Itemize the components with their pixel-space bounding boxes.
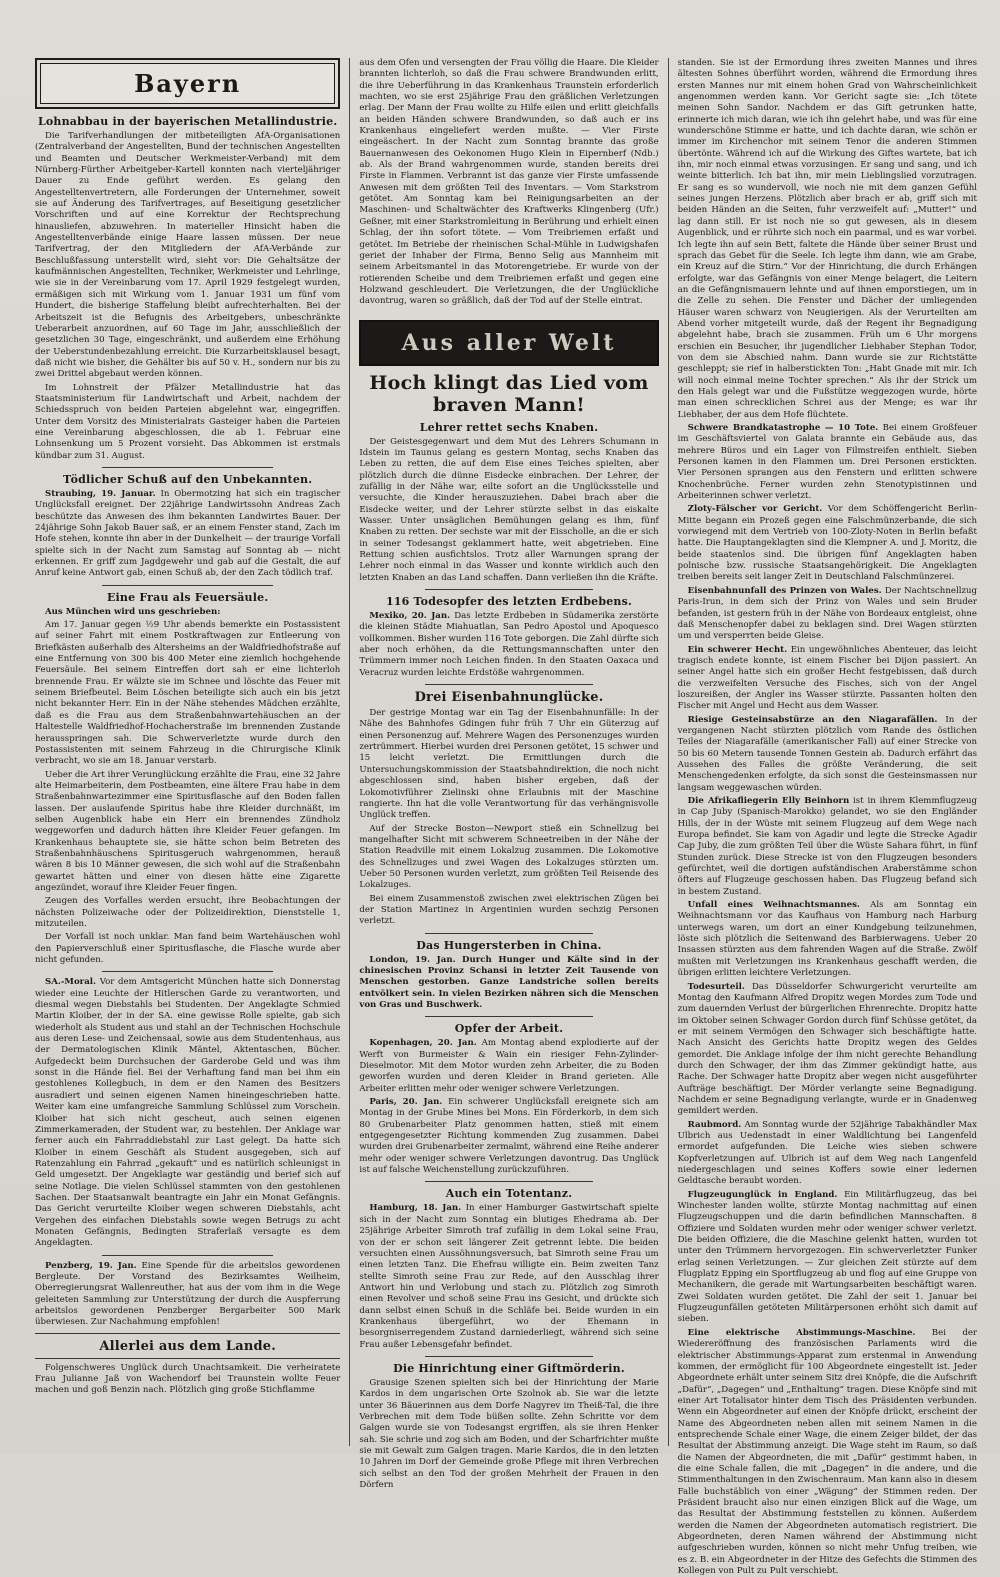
article-paragraph: Im Lohnstreit der Pfälzer Metallindustrie hat das Staatsministerium für Landwirtschaft und Arbeit, nachdem der Schiedsspruch von beiden Parteien abgelehnt war, eingegriffen. Unter dem Vorsitz des Ministerialrats Gasteiger haben die Parteien eine Vereinbarung abgeschlossen, die ab 1. Februar eine Lohnsenkung um 5 Prozent vorsieht. Das Abkommen ist erstmals kündbar zum 31. August. — [35, 382, 341, 461]
dateline: Aus München wird uns geschrieben: — [45, 606, 221, 617]
divider — [425, 589, 593, 590]
article-paragraph: Zeugen des Vorfalles werden ersucht, ihre Beobachtungen der nächsten Polizeiwache oder der Polizeidirektion, Dienststelle 1, mitzuteilen. — [35, 896, 341, 929]
article-paragraph: Grausige Szenen spielten sich bei der Hinrichtung der Marie Kardos in dem ungarischen Orte Szolnok ab. Sie war die letzte unter 36 Bäuerinnen aus dem Dorfe Nagyrev im Theiß-Tal, die ihre Verbrechen mit dem Tode büßen sollte. Zehn Schritte vor dem Galgen wurde sie von Todesangst ergriffen, als sie ihren Henker sah. Sie schrie und zog sich am Boden, und der Scharfrichter mußte sie mit Gewalt zum Galgen tragen. Marie Kardos, die in den letzten 10 Jahren im Dorf der Gemeinde große Pflege mit ihren Verbrechen sich selbst an den Tod der großen Mehrheit der Frauen in den Dörfern — [359, 1377, 659, 1491]
article-text: Durch Hunger und Kälte sind in der chinesischen Provinz Schansi in letzter Zeit Tausende von Menschen gestorben. Ganze Landstriche sollen bereits entvölkert sein. In vielen Bezirken nähren sich die Menschen von Gras und Buschwerk. — [359, 954, 659, 1010]
section-banner-aus-aller-welt: Aus aller Welt — [359, 320, 658, 366]
dateline: Mexiko, 20. Jan. — [369, 611, 451, 622]
article-text: Das Düsseldorfer Schwurgericht verurteilte am Montag den Kaufmann Alfred Dropitz wegen Mordes zum Tode und zum dauernden Verlust der bürgerlichen Ehrenrechte. Dropitz hatte im Oktober seinen Schwager Gordon durch fünf Schüsse getötet, da er mit seinem Vermögen den Schwager sich beschäftigte hatte. Nach Ansicht des Gerichts hatte Dropitz wegen des Geldes gemordet. Die Anklage infolge der ihm nicht gerechte Behandlung durch den Schwager, der ihm das Zimmer gekündigt hatte, aus Rache. Der Schwager hatte Dropitz aber wegen nicht ausgeführter Aufträge beschäftigt. Der Mörder verlangte seine Begnadigung. Nachdem er seine Begnadigung verlangte, wurde er in Gnadenweg gemildert werden. — [677, 981, 978, 1117]
column-2 — [349, 58, 667, 1491]
article-text: Der Nachtschnellzug Paris-Irun, in dem sich der Prinz von Wales und sein Bruder befanden, ist gestern früh in der Nähe von Bordeaux entgleist, ohne daß Menschenopfer dabei zu beklagen sind. Drei Wagen stürzten um und versperrten beide Gleise. — [677, 585, 978, 642]
divider — [425, 684, 593, 685]
article-text: Eine Spende für die arbeitslos gewordenen Bergleute. Der Vorstand des Bezirksamtes Weilheim, Oberregierungsrat Wallenreuther, hat aus der vom ihm in die Wege geleiteten Sammlung zur Unterstützung der durch die Auspferrung arbeitslos gewordenen Penzberger Bergarbeiter 500 Mark überwiesen. Zur Nachahmung empfohlen! — [35, 1260, 341, 1328]
article-paragraph: Am 17. Januar gegen ½9 Uhr abends bemerkte ein Postassistent auf seiner Fahrt mit einem Postkraftwagen zur Entleerung von Briefkästen außerhalb des Altersheims an der Waldfriedhofstraße auf eine Entfernung von 300 bis 400 Meter eine ziemlich hochgehende Feuersäule. Bei seinem Eintreffen dort sah er eine lichterloh brennende Frau. Er wälzte sie im Schnee und löschte das Feuer mit seinem Briefbeutel. Beim Löschen beteiligte sich auch ein bis jetzt nicht bekannter Herr. Ein in der Nähe stehendes Mädchen erzählte, daß es die Frau aus dem Straßenbahnwartehäuschen an der Haltestelle Waldfriedhof-Hochacherstraße im brennenden Zustande herausspringen sah. Die Schwerverletzte wurde durch den Postassistenten mit seinem Fahrzeug in die Chirurgische Klinik verbracht, wo sie am 18. Januar verstarb. — [35, 620, 341, 767]
article-paragraph: Auf der Strecke Boston—Newport stieß ein Schnellzug bei mangelhafter Sicht mit schwerem Schneetreiben in der Nähe der Station Readville mit einem Lokalzug zusammen. Die Lokomotive des Schnellzuges und zwei Wagen des Lokalzuges stürzten um. Ueber 50 Personen wurden verletzt, zum größten Teil Reisende des Lokalzuges. — [359, 823, 659, 891]
article-text: Ein Militärflugzeug, das bei Winchester landen wollte, stürzte Montag nachmittag auf einen Flugzeugschuppen und die darin befindlichen Mannschaften. 8 Offiziere und Soldaten wurden mehr oder weniger schwer verletzt. Die beiden Offiziere, die die Maschine gelenkt hatten, wurden tot unter den Trümmern hervorgezogen. Ein schwerverletzter Funker erlag seinen Verletzungen. — Zur gleichen Zeit stürzte auf dem Flugplatz Epping ein Sportflugzeug ab und flog auf eine Gruppe von Mechanikern, die gerade mit Wartungsarbeiten beschäftigt waren. Zwei Soldaten wurden getötet. Die Zahl der seit 1. Januar bei Flugzeugunfällen getöteten Militärpersonen erhöht sich damit auf sieben. — [677, 1189, 978, 1325]
dateline: Penzberg, 19. Jan. — [45, 1260, 137, 1271]
article-paragraph: Der Geistesgegenwart und dem Mut des Lehrers Schumann in Idstein im Taunus gelang es gestern Montag, sechs Knaben das Leben zu retten, die auf dem Eise eines Teiches spielten, aber plötzlich durch die dünne Eisdecke einbrachen. Der Lehrer, der zufällig in der Nähe war, eilte sofort an die Unglücksstelle und versuchte, die Kinder herauszuziehen. Dabei brach aber die Eisdecke weiter, und der Lehrer stürzte selbst in das eiskalte Wasser. Unter unsäglichen Bemühungen gelang es ihm, fünf Knaben zu retten. Der sechste war mit der Eisscholle, an die er sich in seiner Todesangst geklammert hatte, weit abgetrieben. Eine Rettung schien ausfichtslos. Trotz aller Warnungen sprang der Lehrer noch einmal in das Wasser und konnte wirklich auch den letzten Knaben an das Land schaffen. Dann verließen ihn die Kräfte. — [359, 436, 659, 583]
article-text: Bei der Wiedereröffnung des französischen Parlaments wird die elektrischer Abstimmungs-Apparat zum erstenmal in Anwendung kommen, der ermöglicht für 100 Abgeordnete eingestellt ist. Jeder Abgeordnete erhält unter seinem Sitz drei Knöpfe, die die Aufschrift „Dafür“, „Dagegen“ und „Enthaltung“ tragen. Diese Knöpfe sind mit einer Art Totalisator hinter dem Tisch des Präsidenten verbunden. Wenn ein Abgeordneter auf einen der Knöpfe drückt, erscheint der Name des Abgeordneten neben allen mit seinem Namen in die entsprechende Schale einer Wage, die einem Zeiger bildet, der das Resultat der Abstimmung anzeigt. Die Wage steht im Raum, so daß die Namen der Abgeordneten, die mit „Dafür“ gestimmt haben, in die eine Schale fallen, die mit „Dagegen“ in die andere, und die Stimmenthaltungen in den Zwischenraum. Man kann also in diesem Falle buchstäblich von einer „Wägung“ der Stimmen reden. Der Präsident braucht also nur einen einzigen Blick auf die Wage, um das Resultat der Abstimmung feststellen zu können. Außerdem werden die Namen der Abgeordneten automatisch registriert. Die Abgeordneten, deren Namen während der Abstimmung nicht aufgeschrieben wurden, können so nicht mehr Unfug treiben, wie es z. B. ein Abgeordneter in der Hitze des Gefechts die Stimmen des Kollegen von Pult zu Pult verschiebt. — [677, 1327, 978, 1577]
dateline: Unfall eines Weihnachtsmannes. — [687, 900, 860, 911]
article-paragraph: Der Vorfall ist noch unklar. Man fand beim Wartehäuschen wohl den Papierverschluß einer Spiritusflasche, die Flasche wurde aber nicht gefunden. — [35, 932, 341, 966]
headline-schuss: Tödlicher Schuß auf den Unbekannten. — [63, 472, 313, 486]
dateline: Hamburg, 18. Jan. — [369, 1203, 462, 1214]
headline-opfer: Opfer der Arbeit. — [454, 1022, 564, 1036]
dateline: Raubmord. — [687, 1119, 742, 1130]
article-text: In der vergangenen Nacht stürzten plötzlich vom Rande des östlichen Teiles der Niagarafälle (amerikanischer Fall) auf einer Strecke von 50 bis 60 Metern tausende Tonnen Gestein ab. Dadurch erfährt das Aussehen des Falles die größte Veränderung, die seit Menschengedenken erfolgte, da sich sonst die Gesteinsmassen nur langsam weggewaschen würden. — [677, 714, 978, 793]
headline-allerlei: Allerlei aus dem Lande. — [99, 1338, 276, 1354]
headline-erdbeben: 116 Todesopfer des letzten Erdbebens. — [385, 595, 633, 609]
article-paragraph: Der gestrige Montag war ein Tag der Eisenbahnunfälle: In der Nähe des Bahnhofes Gdingen fuhr früh 7 Uhr ein Güterzug auf einen Personenzug auf. Mehrere Wagen des Personenzuges wurden zertrümmert. Hierbei wurden drei Personen getötet, 15 schwer und 15 leicht verletzt. Die Ermittlungen durch die Untersuchungskommission der Staatsbahndirektion, die noch nicht abgeschlossen sind, haben bisher ergeben, daß der Lokomotivführer Zielinski ohne Erlaubnis mit der Maschine rangierte. Ihn hat die volle Verantwortung für das verhängnisvolle Unglück treffen. — [359, 708, 659, 821]
article-text: Vor dem Schöffengericht Berlin-Mitte begann ein Prozeß gegen eine Falschmünzerbande, die sich vorwiegend mit dem Vertrieb von 100-Zloty-Noten in Berlin befaßt hatte. Die Hauptangeklagten sind die Klempner A. und J. Moritz, die beide staatenlos sind. Die übrigen fünf Angeklagten haben polnische bzw. russische Staatsangehörigkeit. Die Angeklagten treiben bereits seit langer Zeit in Deutschland Falschmünzerei. — [677, 504, 978, 583]
article-paragraph: Ueber die Art ihrer Verunglückung erzählte die Frau, eine 32 Jahre alte Heimarbeiterin, dem Postbeamten, eine ältere Frau habe in dem Straßenbahnwartezimmer eine Spiritusflasche auf den Boden fallen lassen. Der auslaufende Spiritus habe ihre Kleider durchnäßt, im selben Augenblick habe ein Herr ein brennendes Zündholz weggeworfen und dadurch hätten ihre Kleider Feuer gefangen. Im Krankenhaus behauptete sie, sie hätte schon beim Betreten des Straßenbahnhäuschens Spiritusgeruch wahrgenommen, herauß wären 8 bis 10 Männer gewesen, die sich wohl auf die Straßenbahn gewartet hätten und einer von diesen hätte eine Zigarette angezündet, worauf ihre Kleider Feuer fingen. — [35, 769, 341, 893]
dateline: Riesige Gesteinsabstürze an den Niagarafällen. — [687, 714, 938, 725]
dateline: Straubing, 19. Januar. — [45, 488, 156, 499]
article-text: Bei einem Großfeuer im Geschäftsviertel von Galata brannte ein Gebäude aus, das mehrere Büros und ein Lager von Filmstreifen enthielt. Sieben Personen kamen in den Flammen um. Drei Personen erstickten. Vier Personen sprangen aus den Fenstern und erlitten schwere Knochenbrüche. Ferner wurden zehn Stenotypistinnen und Arbeiterinnen schwer verletzt. — [677, 423, 978, 502]
column-layout — [26, 58, 986, 1577]
headline-lied-vom-braven-mann: Hoch klingt das Lied vom braven Mann! — [369, 371, 649, 416]
headline-feuersaeule: Eine Frau als Feuersäule. — [106, 590, 269, 604]
article-text: Am Montag abend explodierte auf der Werft von Burmeister & Wain ein riesiger Fehn-Zylinder-Dieselmotor. Mit dem Motor wurden zehn Arbeiter, die zu Boden geworfen wurden und deren Kleider in Brand gerieten. Alle Arbeiter erlitten mehr oder weniger schwere Verletzungen. — [359, 1038, 659, 1094]
article-paragraph: standen. Sie ist der Ermordung ihres zweiten Mannes und ihres ältesten Sohnes überführt worden, während die Ermordung ihres ersten Mannes nur mit einem hohen Grad von Wahrscheinlichkeit angenommen werden kann. Vor Gericht sagte sie: „Ich tötete meinen Sohn Sandor. Nachdem er das Gift getrunken hatte, erinnerte ich mich daran, wie ich ihn gelehrt habe, und was für eine wunderschöne Stimme er hatte, und ich dachte daran, wie schön er immer im Kirchenchor mit seinem Tenor die anderen Stimmen übertönte. Während ich auf die Wirkung des Giftes wartete, bat ich ihn, mir noch einmal etwas vorzusingen. Er sang und sang, und ich weinte bitterlich. Ich bat ihn, mir mein Lieblingslied vorzutragen. Er sang es so wundervoll, wie noch nie mit dem ganzen Gefühl seines jungen Herzens. Plötzlich aber brach er ab, griff sich mit beiden Händen an die Seiten, fuhr verzweifelt auf: „Mutter!“ und lag dann still. Er ist noch nie so gut gewesen, als in diesem Augenblick, und er rührte sich noch ein paarmal, und es war vorbei. Ich legte ihn auf sein Bett, faltete die Hände über seiner Brust und sprach das Gebet für die Seele. Ich legte ihm dann, wie am Grabe, ein Kreuz auf die Stirn.“ Vor der Hinrichtung, die durch Erhängen erfolgte, war das Gefängnis von einer Menge belagert, die Leitern an die Gefängnismauern lehnte und auf ihnen emporstiegen, um in die Zelle zu sehen. Die Fenster und Dächer der umliegenden Häuser waren schwarz von Neugierigen. Als der Verurteilten am Abend vorher mitgeteilt wurde, daß der Regent ihr Begnadigung abgelehnt habe, brach sie zusammen. Früh um 6 Uhr morgens erschien ein Besucher, ihr jugendlicher Liebhaber Stephan Todor, von dem sie Abschied nahm. Dann wurde sie zur Richtstätte geschleppt; sie rief in halberstickten Ton: „Habt Gnade mit mir. Ich will noch einmal meine Tochter sprechen.“ Als ihr der Strick um den Hals gelegt war und die Fußstütze weggezogen wurde, hörte man einen schrecklichen Schrei aus der Menge; es war ihr Liebhaber, der aus dem Hofe flüchtete. — [677, 58, 978, 420]
article-paragraph: Die Tarifverhandlungen der mitbeteiligten AfA-Organisationen (Zentralverband der Angestellten, Bund der technischen Angestellten und Beamten und Deutscher Werkmeister-Verband) mit dem Nürnberg-Fürther Arbeitgeber-Kartell konnten nach vierteljähriger Dauer zu Ende geführt werden. Es gelang den Angestelltenvertretern, alle Forderungen der Unternehmer, soweit sie auf Änderung des Tarifvertrages, auf Beseitigung gesetzlicher Vorschriften und auf eine Korrektur der Rechtsprechung hinausliefen, abzuwehren. In materieller Hinsicht haben die Angestelltenverbände einige Haare lassen müssen. Der neue Tarifvertrag, der den Mitgliedern der AfA-Verbände zur Beschlußfassung unterstellt wird, sieht vor: Die Gehaltsätze der kaufmännischen Angestellten, Techniker, Werkmeister und Lehrlinge, wie sie in der Vereinbarung vom 17. April 1929 festgelegt wurden, ermäßigen sich mit Wirkung vom 1. Januar 1931 um fünf vom Hundert, die bisherige Staffelung bleibt aufrechterhalten. Bei der Arbeitszeit ist die Befugnis des Arbeitgebers, unbeschränkte Ueberarbeit anzuordnen, auf 60 Tage im Jahr, ausschließlich der gesetzlichen 30 Tage, eingeschränkt, und außerdem eine Erhöhung der Ueberstundenbezahlung erreicht. Die Kurzarbeitsklausel besagt, daß nicht wie bisher, die Gehälter bis auf 50 v. H., sondern nur bis zu zwei Drittel abgebaut werden können. — [35, 131, 341, 380]
dateline: London, 19. Jan. — [369, 954, 456, 965]
dateline: SA.-Moral. — [45, 977, 97, 988]
article-paragraph: Bei einem Zusammenstoß zwischen zwei elektrischen Zügen bei der Station Martinez in Argentinien wurden sechzig Personen verletzt. — [359, 893, 659, 927]
headline-totentanz: Auch ein Totentanz. — [445, 1187, 573, 1201]
article-text: Am Sonntag wurde der 52jährige Tabakhändler Max Ulbrich aus Uedenstadt in einer Waldlichtung bei Langenfeld ermordet aufgefunden. Die Leiche wies sieben schwere Kopfverletzungen auf. Ulbrich ist auf dem Weg nach Langenfeld niedergeschlagen und seines Koffers sowie einer ledernen Geldtasche beraubt worden. — [677, 1119, 978, 1187]
article-paragraph: Folgenschweres Unglück durch Unachtsamkeit. Die verheiratete Frau Julianne Jaß von Wachendorf bei Traunstein wollte Feuer machen und goß Benzin nach. Plötzlich ging große Stichflamme — [35, 1362, 341, 1396]
column-3 — [668, 58, 986, 1577]
headline-hinrichtung: Die Hinrichtung einer Giftmörderin. — [393, 1361, 625, 1375]
dateline: Ein schwerer Hecht. — [687, 644, 788, 655]
article-text: In Obermotzing hat sich ein tragischer Unglücksfall ereignet. Der 22jährige Landwirtssohn Andreas Zach beschützte das Anwesen des ihm bekannten Landwirtes Bauer. Der 24jährige Sohn Jakob Bauer saß, er an einem Fenster stand, Zach im Hofe stehen, konnte ihn aber in der Dunkelheit — der traurige Vorfall spielte sich in der Nacht zum Samstag auf Sonntag ab — nicht erkennen. Er griff zum Jagdgewehr und gab auf die Gestalt, die auf Anruf keine Antwort gab, einen Schuß ab, der den Zach tödlich traf. — [35, 488, 341, 579]
dateline: Flugzeugunglück in England. — [687, 1189, 838, 1200]
article-text: In einer Hamburger Gastwirtschaft spielte sich in der Nacht zum Sonntag ein blutiges Ehedrama ab. Der 25jährige Arbeiter Simroth traf zufällig in dem Lokal seine Frau, von der er schon seit längerer Zeit getrennt lebte. Die beiden versuchten einen Aussöhnungsversuch, bat Simroth seine Frau um einen letzten Tanz. Die Ehefrau willigte ein. Beim zweiten Tanz stellte Simroth seine Frau zur Rede, auf den Ausschlag ihrer Antwort hin und Verlobung und stach zu. Plötzlich zog Simroth einen Revolver und schoß seine Frau ins Gesicht, und drückte sich dann selbst einen Schuß in die Schläfe bei. Beide wurden in ein Krankenhaus übergeführt, wo der Ehemann in besorgniserregendem Zustand darniederliegt, während sich seine Frau außer Lebensgefahr befindet. — [359, 1203, 659, 1350]
article-text: Ein ungewöhnliches Abenteuer, das leicht tragisch endete konnte, ist einem Fischer bei Dijon passiert. An seiner Angel hatte sich ein großer Hecht festgebissen, daß durch die verzweifelten Versuche des Fisches, sich von der Angel loszureißen, der Angler ins Wasser stürzte. Passanten holten den Fischer mit Angel und Hecht aus dem Wasser. — [677, 644, 978, 712]
section-banner-bayern — [35, 58, 340, 109]
divider — [35, 1358, 340, 1359]
article-text: Ein schwerer Unglücksfall ereignete sich am Montag in der Grube Mines bei Mons. Ein Förderkorb, in dem sich 80 Grubenarbeiter Platz genommen hatten, stieß mit einem entgegengesetzter Richtung kommenden Zug zusammen. Dabei wurden drei Grubenarbeiter zermalmt, während eine Reihe anderer mehr oder weniger schwere Verletzungen davontrug. Das Unglück ist auf falsche Weichenstellung zurückzuführen. — [359, 1097, 659, 1176]
dateline: Eisenbahnunfall des Prinzen von Wales. — [687, 585, 882, 596]
dateline: Die Afrikafliegerin Elly Beinhorn — [687, 796, 850, 806]
divider — [425, 1016, 593, 1017]
divider — [425, 1181, 593, 1182]
headline-china: Das Hungersterben in China. — [416, 938, 602, 952]
headline-lehrer: Lehrer rettet sechs Knaben. — [419, 420, 599, 434]
article-text: Das letzte Erdbeben in Südamerika zerstörte die kleinen Städte Miahuatlan, San Pedro Apostol und Apoquesco vollkommen. Bisher wurden 116 Tote geborgen. Die Zahl dürfte sich aber noch erhöhen, da die Rettungsmannschaften unter den Trümmern immer noch Leichen finden. In den Staaten Oaxaca und Veracruz wurden leichte Erdstöße wahrgenommen. — [359, 611, 659, 678]
divider — [425, 1356, 593, 1357]
dateline: Eine elektrische Abstimmungs-Maschine. — [687, 1327, 916, 1338]
divider — [102, 1255, 273, 1256]
article-text: Als am Sonntag ein Weihnachtsmann vor das Kaufhaus von Hamburg nach Harburg unterwegs waren, um dort an einer Kundgebung teilzunehmen, löste sich plötzlich die Seitenwand des Barbierwagens. Ueber 20 Insassen stürzten aus dem fahrenden Wagen auf die Straße. Zwölf mußten mit Verletzungen ins Krankenhaus geschafft werden, die übrigen erlitten leichtere Verletzungen. — [677, 900, 978, 979]
dateline: Kopenhagen, 20. Jan. — [369, 1038, 477, 1049]
article-text: ist in ihrem Klemmflugzeug in Cap Juby (Spanisch-Marokko) gelandet, wo sie den Engländer Hills, der in der Wüste mit seinem Flugzeug auf dem Wege nach Europa befindet. Sie kam von Agadir und legte die Strecke Agadir Cap Juby, die zum größten Teil über die Wüste Sahara führt, in fünf Stunden zurück. Diese Strecke ist von den Flugzeugen besonders gefürchtet, weil die dortigen aufständischen Araberstämme schon öfters auf Flugzeuge geschossen haben. Das Flugzeug befand sich in bestem Zustand. — [677, 796, 978, 897]
divider — [102, 585, 273, 586]
headline-metallindustrie: Lohnabbau in der bayerischen Metallindustrie. — [37, 115, 338, 128]
dateline: Schwere Brandkatastrophe — 10 Tote. — [687, 423, 879, 433]
article-text: Vor dem Amtsgericht München hatte sich Donnerstag wieder eine Leuchte der Hitlerschen Garde zu verantworten, und diesmal wegen Diebstahls bei Studenten. Der Angeklagte Schmied Martin Kloiber, der in der SA. eine gewisse Rolle spielte, gab sich wiederholt als Student aus und stahl an der Technischen Hochschule aus deren Lese- und Zeichensaal, sowie aus dem Studentenhaus, aus der Dermatologischen Klinik Mäntel, Aktentaschen, Bücher. Aufgedeckt beim Durchsuchen der Garderobe Geld und was ihm sonst in die Hände fiel. Bei der Verhaftung fand man bei ihm ein gestohlenes Kollegbuch, in dem er den Namen des Besitzers ausradiert und seinen eigenen Namen hineingeschrieben hatte. Weiter kam eine umfangreiche Sammlung Schlüssel zum Vorschein. Kloiber hat sich nicht gescheut, auch seinen eigenen Zimmerkameraden, der Student war, zu bestehlen. Der Anklage war ferner auch ein Fahrraddiebstahl zur Last gelegt. Da hatte sich Kloiber in einem Geschäft als Student ausgegeben, sich auf Ratenzahlung ein Fahrrad „gekauft“ und es natürlich schleunigst in Geld umgesetzt. Der Angeklagte war geständig und berief sich auf seine Notlage. Die vielen Schlüssel stammten von den gestohlenen Sachen. Der Staatsanwalt beantragte ein Jahr ein Monat Gefängnis. Das Gericht verurteilte Kloiber wegen schweren Diebstahls, acht Vergehen des einfachen Diebstahls sowie wegen Betrugs zu acht Monaten Gefängnis, Bedingten Straferlaß versagte es dem Angeklagten. — [35, 977, 341, 1249]
column-1 — [26, 58, 349, 1446]
section-banner-title: Bayern — [40, 63, 335, 104]
dateline: Todesurteil. — [687, 981, 745, 992]
dateline: Paris, 20. Jan. — [369, 1097, 443, 1108]
dateline: Zloty-Fälscher vor Gericht. — [687, 504, 823, 515]
article-paragraph: aus dem Ofen und versengten der Frau völlig die Haare. Die Kleider brannten lichterloh, so daß die Frau schwere Brandwunden erlitt, die ihre Ueberführung in das Krankenhaus Traunstein erforderlich machten, wo sie erst 25jährige Frau den gräßlichen Verletzungen erlag. Der Mann der Frau wollte zu Hilfe eilen und erlitt gleichfalls an beiden Händen schwere Brandwunden, so daß auch er ins Krankenhaus eingeliefert werden mußte. — Vier Firste eingeäschert. In der Nacht zum Sonntag brannte das große Bauernanwesen des Oekonomen Hugo Klein in Eipernberf (Ndb.) ab. Als der Brand wahrgenommen wurde, standen bereits drei Firste in Flammen. Verbrannt ist das ganze vier Firste umfassende Anwesen mit dem größten Teil des Inventars. — Vom Starkstrom getötet. Am Sonntag kam bei Reinigungsarbeiten an der Maschinen- und Schaltwächter des Kraftwerks Klingenberg (Ufr.) Geßner, mit einer Starkstromleitung in Berührung und erhielt einen Schlag, der ihn sofort tötete. — Vom Treibriemen erfaßt und getötet. Im Betriebe der rheinischen Schal-Mühle in Ludwigshafen geriet der Inhaber der Firma, Benno Selig aus Mannheim mit seinem Arbeitsmantel in das Motorengetriebe. Er wurde von der rotierenden Scheibe und dem Treibriemen erfaßt und gegen eine Holzwand geschleudert. Die Verletzungen, die der Unglückliche davontrug, waren so gräßlich, daß der Tod auf der Stelle eintrat. — [359, 58, 659, 307]
divider — [425, 933, 593, 934]
headline-eisenbahn: Drei Eisenbahnunglücke. — [414, 690, 604, 706]
divider — [102, 971, 273, 972]
divider — [35, 1333, 340, 1334]
divider — [102, 467, 273, 468]
